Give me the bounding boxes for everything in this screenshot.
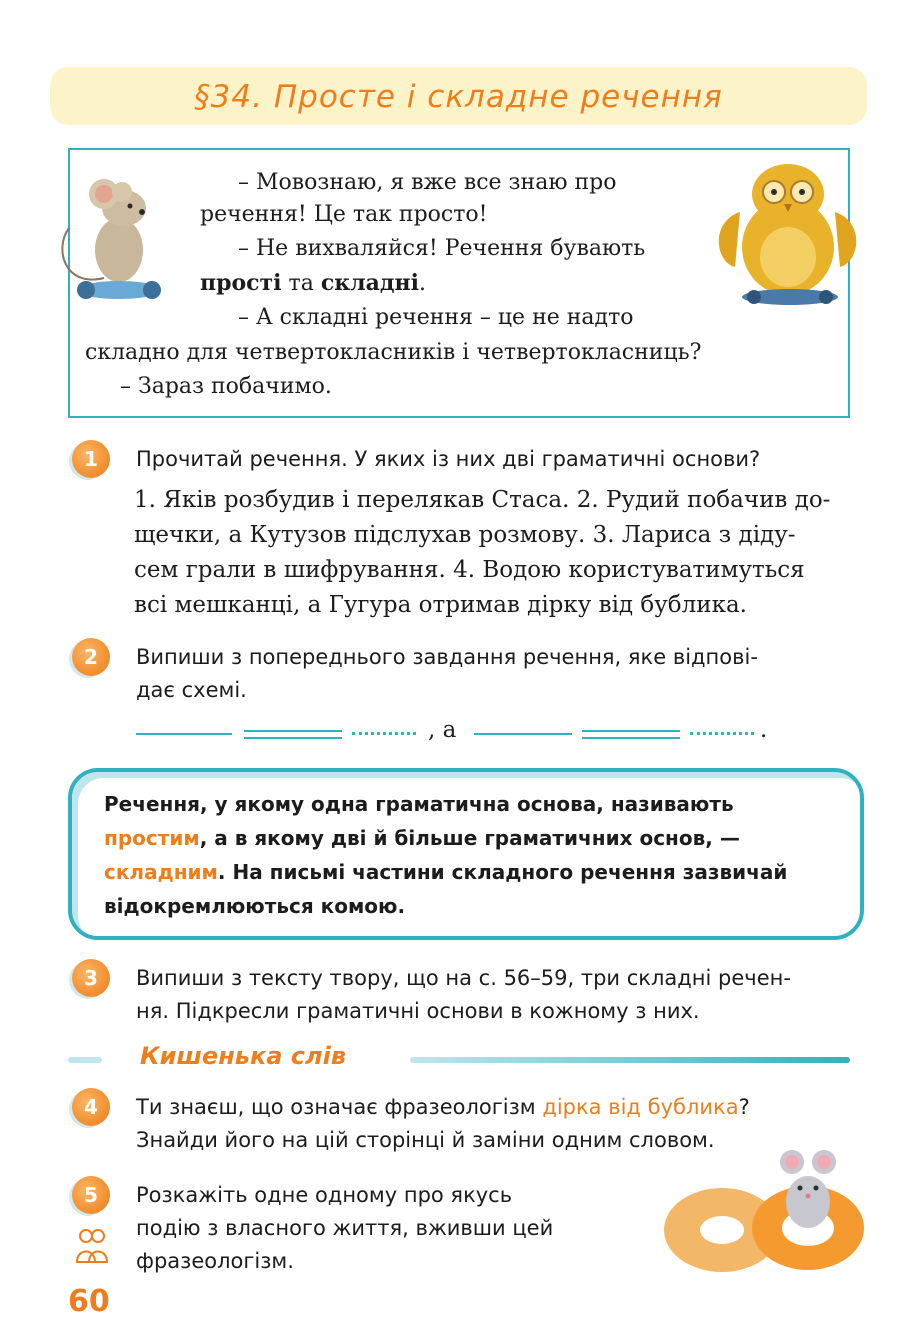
task5-line: подію з власного життя, вживши цей <box>136 1216 554 1240</box>
task4-line-1-start: Ти знаєш, що означає фразеологізм <box>136 1095 543 1119</box>
term-prostym: простим <box>104 826 200 850</box>
rule-line-1: Речення, у якому одна граматична основа, називають <box>104 792 734 816</box>
task1-line: 1. Яків розбудив і перелякав Стаса. 2. Рудий побачив до- <box>134 487 831 513</box>
page-title: §34. Просте і складне речення <box>194 79 723 115</box>
rule-line-3-rest: . На письмі частини складного речення зазвичай <box>217 860 788 884</box>
rule-line-3 <box>104 860 787 884</box>
scheme-predicate-line <box>244 730 342 739</box>
task1-line: щечки, а Кутузов підслухав розмову. 3. Лариса з діду- <box>134 522 796 548</box>
dialogue-line-2a: – Не вихваляйся! Речення бувають <box>238 236 646 261</box>
scheme-subject-line <box>136 733 232 735</box>
task-number-badge: 4 <box>72 1088 110 1126</box>
dialogue-line-3a: – А складні речення – це не надто <box>238 305 634 330</box>
task5-line: Розкажіть одне одному про якусь <box>136 1183 513 1207</box>
scheme-predicate-line <box>582 730 680 739</box>
task4-line-1 <box>136 1095 750 1119</box>
dialogue-line-1a: – Мовознаю, я вже все знаю про <box>238 170 617 195</box>
mouse-hoverboard-illustration <box>44 168 184 308</box>
task1-line: всі мешканці, а Гугура отримав дірку від бублика. <box>134 592 747 618</box>
task4-line-1-end: ? <box>738 1095 750 1119</box>
rule-line-4: відокремлюються комою. <box>104 894 406 918</box>
page-number: 60 <box>68 1284 110 1319</box>
pair-work-icon <box>74 1226 110 1266</box>
task-number-badge: 2 <box>72 638 110 676</box>
section-divider-left <box>68 1057 102 1063</box>
term-prosti: прості <box>200 270 282 296</box>
section-title: Кишенька слів <box>140 1042 347 1070</box>
owl-hoverboard-illustration <box>710 152 865 312</box>
task1-line: сем грали в шифрування. 4. Водою користуватимуться <box>134 557 805 583</box>
dialogue-line-3b: складно для четвертокласників і четвертокласниць? <box>85 340 702 365</box>
dialogue-line-4: – Зараз побачимо. <box>120 374 332 399</box>
task4-line-2: Знайди його на цій сторінці й заміни одним словом. <box>136 1128 715 1152</box>
scheme-secondary-line <box>352 732 416 735</box>
task-number-badge: 5 <box>72 1176 110 1214</box>
task2-line-2: дає схемі. <box>136 678 247 702</box>
task-number-badge: 1 <box>72 440 110 478</box>
term-dirka-vid-bublyka: дірка від бублика <box>542 1095 739 1119</box>
dialogue-line-1b: речення! Це так просто! <box>200 202 488 227</box>
task3-line-2: ня. Підкресли граматичні основи в кожному з них. <box>136 999 700 1023</box>
task3-line-1: Випиши з тексту твору, що на с. 56–59, три складні речен- <box>136 966 791 990</box>
scheme-end: . <box>760 717 768 743</box>
scheme-secondary-line <box>690 732 754 735</box>
rule-line-2-rest: , а в якому дві й більше граматичних основ, — <box>199 826 740 850</box>
task1-instruction: Прочитай речення. У яких із них дві граматичні основи? <box>136 447 761 471</box>
scheme-separator: , а <box>428 717 457 743</box>
task5-line: фразеологізм. <box>136 1249 294 1273</box>
rule-line-2 <box>104 826 740 850</box>
section-divider-right <box>410 1057 850 1063</box>
dialogue-line-2b <box>200 270 426 296</box>
dialogue-conj: та <box>281 271 321 296</box>
task-number-badge: 3 <box>72 959 110 997</box>
task2-line-1: Випиши з попереднього завдання речення, яке відпові- <box>136 645 758 669</box>
scheme-subject-line <box>474 733 572 735</box>
term-skladnym: складним <box>104 860 218 884</box>
term-skladni: складні <box>320 270 420 296</box>
dialogue-period: . <box>419 271 427 296</box>
bagels-mouse-illustration <box>660 1140 870 1280</box>
